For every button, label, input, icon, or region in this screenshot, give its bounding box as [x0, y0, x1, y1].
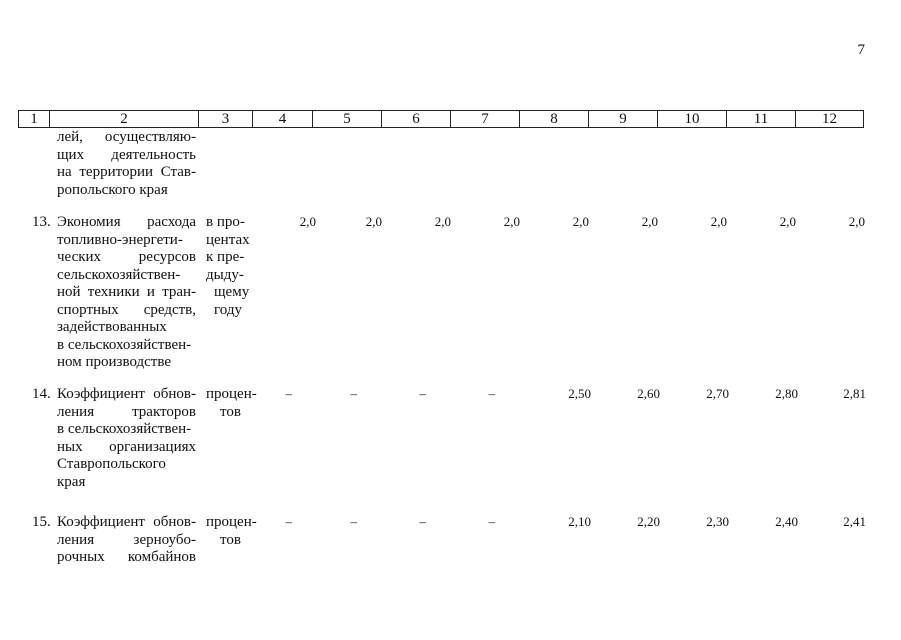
- table-cell-value: 2,0: [848, 214, 865, 229]
- table-cell-value: –: [419, 514, 426, 529]
- unit-line: тов: [220, 403, 241, 420]
- table-cell-value: –: [488, 514, 495, 529]
- row-description: [57, 514, 196, 567]
- table-cell-value: 2,0: [710, 214, 727, 229]
- table-cell-value: –: [419, 386, 426, 401]
- table-cell-value: 2,10: [568, 514, 591, 529]
- table-cell-value: 2,20: [637, 514, 660, 529]
- description-line: ропольского края: [57, 181, 168, 198]
- description-line: Коэффициент обнов-: [57, 386, 196, 402]
- description-line: спортных средств,: [57, 301, 196, 318]
- table-cell-value: 2,0: [365, 214, 382, 229]
- column-header: 1: [30, 111, 38, 127]
- description-line: сельскохозяйствен-: [57, 266, 181, 283]
- unit-line: дыду-: [206, 266, 244, 283]
- table-cell-value: –: [350, 514, 357, 529]
- unit-line: в про-: [206, 214, 245, 230]
- table-cell-value: 2,40: [775, 514, 798, 529]
- description-line: ления тракторов: [57, 403, 196, 420]
- description-line: в сельскохозяйствен-: [57, 336, 192, 353]
- table-cell-value: 2,0: [503, 214, 520, 229]
- row-description: [57, 386, 196, 491]
- table-cell-value: 2,50: [568, 386, 591, 401]
- table-cell-value: 2,30: [706, 514, 729, 529]
- table-cell-value: –: [488, 386, 495, 401]
- description-line: Ставропольского: [57, 456, 166, 472]
- column-header: 11: [726, 111, 795, 127]
- unit-line: году: [214, 301, 242, 318]
- column-header-row: [18, 110, 864, 128]
- table-cell-value: 2,80: [775, 386, 798, 401]
- column-header: 10: [657, 111, 726, 127]
- description-line: задействованных: [57, 319, 167, 335]
- unit-line: тов: [220, 531, 241, 548]
- unit-line: центах: [206, 231, 250, 248]
- column-header: 4: [252, 111, 312, 127]
- description-line: ления зерноубо-: [57, 531, 196, 548]
- row-description: [57, 214, 196, 372]
- unit-line: щему: [214, 284, 250, 300]
- description-line: топливно-энергети-: [57, 231, 183, 248]
- table-cell-value: –: [285, 514, 292, 529]
- table-cell-value: 2,0: [572, 214, 589, 229]
- description-line: ных организациях: [57, 438, 196, 455]
- column-header: 5: [312, 111, 381, 127]
- unit-line: к пре-: [206, 249, 245, 265]
- table-cell-value: 2,0: [299, 214, 316, 229]
- table-cell-value: 2,70: [706, 386, 729, 401]
- row-number: 15.: [32, 514, 51, 530]
- unit-line: процен-: [206, 514, 257, 530]
- description-line: рочных комбайнов: [57, 549, 196, 565]
- description-line: лей, осуществляю-: [57, 129, 196, 145]
- description-line: Экономия расхода: [57, 214, 196, 230]
- description-line: на территории Став-: [57, 164, 196, 180]
- description-line: ческих ресурсов: [57, 249, 196, 265]
- row-unit: [206, 214, 250, 319]
- row-number: 13.: [32, 214, 51, 230]
- column-header: 8: [519, 111, 588, 127]
- description-line: в сельскохозяйствен-: [57, 421, 192, 437]
- table-cell-value: –: [350, 386, 357, 401]
- description-line: ном производстве: [57, 354, 172, 370]
- description-line: края: [57, 473, 86, 490]
- column-header: 3: [198, 111, 252, 127]
- column-header: 9: [588, 111, 657, 127]
- page-number: 7: [857, 42, 865, 58]
- unit-line: процен-: [206, 386, 257, 402]
- description-line: Коэффициент обнов-: [57, 514, 196, 530]
- description-line: ной техники и тран-: [57, 284, 196, 300]
- table-cell-value: 2,0: [779, 214, 796, 229]
- table-cell-value: –: [285, 386, 292, 401]
- column-header: 6: [381, 111, 450, 127]
- table-cell-value: 2,41: [843, 514, 866, 529]
- column-header: 2: [49, 111, 198, 127]
- table-cell-value: 2,81: [843, 386, 866, 401]
- row-number: 14.: [32, 386, 51, 402]
- column-header: 12: [795, 111, 863, 127]
- table-cell-value: 2,60: [637, 386, 660, 401]
- row-description: [57, 129, 196, 199]
- description-line: щих деятельность: [57, 146, 196, 163]
- table-cell-value: 2,0: [641, 214, 658, 229]
- column-header: 7: [450, 111, 519, 127]
- table-cell-value: 2,0: [434, 214, 451, 229]
